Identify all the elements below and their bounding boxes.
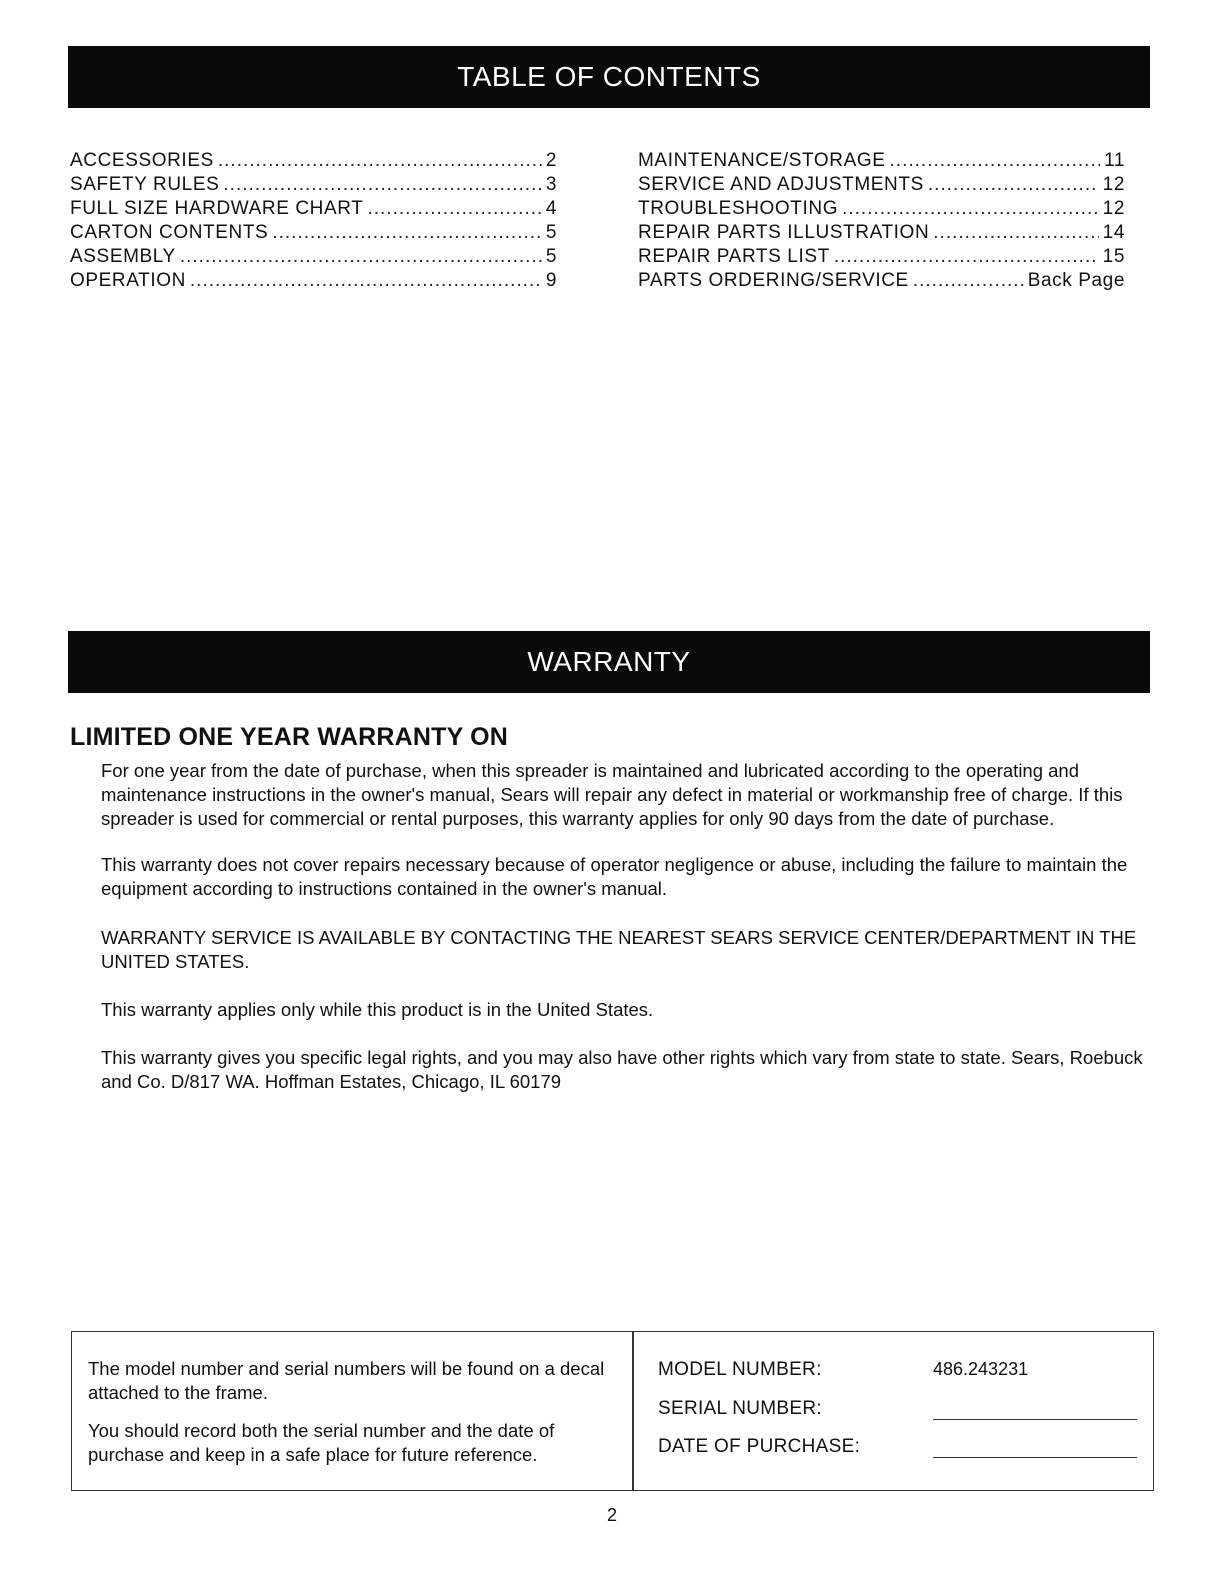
toc-entry-page: 5	[545, 222, 557, 243]
toc-entry-label: REPAIR PARTS ILLUSTRATION	[638, 222, 930, 243]
serial-number-label: SERIAL NUMBER:	[658, 1398, 822, 1419]
serial-number-blank-line	[933, 1419, 1137, 1420]
toc-leader-dots	[272, 221, 542, 245]
toc-entry-label: SAFETY RULES	[70, 174, 220, 195]
record-note: The model number and serial numbers will be found on a decal attached to the frame.	[88, 1358, 605, 1403]
toc-entry-page: 12	[1102, 198, 1125, 219]
toc-entry-label: PARTS ORDERING/SERVICE	[638, 270, 909, 291]
toc-entry	[638, 245, 1125, 269]
warranty-title-banner	[68, 631, 1150, 693]
toc-leader-dots	[928, 173, 1099, 197]
toc-entry-page: 12	[1102, 174, 1125, 195]
toc-entry-label: REPAIR PARTS LIST	[638, 246, 830, 267]
toc-entry	[638, 221, 1125, 245]
toc-entry-label: CARTON CONTENTS	[70, 222, 269, 243]
toc-entry	[70, 221, 557, 245]
toc-title: TABLE OF CONTENTS	[457, 61, 761, 92]
warranty-title: WARRANTY	[527, 646, 691, 677]
toc-entry-page: 2	[545, 150, 557, 171]
toc-entry-page: 14	[1102, 222, 1125, 243]
date-of-purchase-blank-line	[933, 1457, 1137, 1458]
toc-leader-dots	[218, 149, 542, 173]
toc-leader-dots	[367, 197, 541, 221]
toc-entry-page: 15	[1102, 246, 1125, 267]
toc-entry-label: FULL SIZE HARDWARE CHART	[70, 198, 364, 219]
toc-entry-label: ASSEMBLY	[70, 246, 176, 267]
toc-entry	[638, 173, 1125, 197]
toc-entry-label: MAINTENANCE/STORAGE	[638, 150, 886, 171]
toc-leader-dots	[933, 221, 1098, 245]
toc-entry	[638, 197, 1125, 221]
toc-entry-page: 4	[545, 198, 557, 219]
toc-entry	[638, 269, 1125, 293]
warranty-heading: LIMITED ONE YEAR WARRANTY ON	[70, 723, 509, 751]
toc-entry	[70, 197, 557, 221]
toc-leader-dots	[913, 269, 1024, 293]
toc-entry-label: OPERATION	[70, 270, 186, 291]
page-number: 2	[606, 1505, 617, 1525]
record-box-divider	[632, 1332, 634, 1490]
toc-entry-page: 9	[545, 270, 557, 291]
warranty-paragraph: WARRANTY SERVICE IS AVAILABLE BY CONTACTING THE NEAREST SEARS SERVICE CENTER/DEPARTMENT IN THE UNITED STATES.	[101, 927, 1137, 972]
toc-entry-page: 5	[545, 246, 557, 267]
toc-entry-label: ACCESSORIES	[70, 150, 214, 171]
toc-entry	[638, 149, 1125, 173]
toc-leader-dots	[180, 245, 542, 269]
toc-right-column	[638, 149, 1125, 293]
model-number-label: MODEL NUMBER:	[658, 1359, 822, 1380]
toc-entry-page: 3	[545, 174, 557, 195]
warranty-paragraph: This warranty gives you specific legal rights, and you may also have other rights which vary from state to state. Sears, Roebuck and Co. D/817 WA. Hoffman Estates, Chicago, IL 60179	[101, 1047, 1143, 1092]
toc-entry-label: SERVICE AND ADJUSTMENTS	[638, 174, 924, 195]
toc-leader-dots	[223, 173, 541, 197]
toc-leader-dots	[190, 269, 542, 293]
toc-entry-page: Back Page	[1027, 270, 1125, 291]
toc-left-column	[70, 149, 557, 293]
product-record-box	[71, 1331, 1154, 1491]
toc-leader-dots	[834, 245, 1099, 269]
toc-leader-dots	[842, 197, 1099, 221]
toc-entry	[70, 173, 557, 197]
toc-entry-label: TROUBLESHOOTING	[638, 198, 839, 219]
toc-entry	[70, 245, 557, 269]
model-number-value: 486.243231	[933, 1359, 1029, 1379]
toc-leader-dots	[890, 149, 1101, 173]
warranty-paragraph: This warranty does not cover repairs necessary because of operator negligence or abuse, including the failure to maintain the equipment according to instructions contained in the owner's manual.	[101, 854, 1128, 899]
toc-entry	[70, 269, 557, 293]
toc-entry	[70, 149, 557, 173]
date-of-purchase-label: DATE OF PURCHASE:	[658, 1436, 861, 1457]
record-note: You should record both the serial number and the date of purchase and keep in a safe place for future reference.	[88, 1420, 555, 1465]
toc-title-banner	[68, 46, 1150, 108]
warranty-paragraph: For one year from the date of purchase, when this spreader is maintained and lubricated according to the operating and maintenance instructions in the owner's manual, Sears will repair any defect in material or workmanship free of charge. If this spreader is used for commercial or rental purposes, this warranty applies for only 90 days from the date of purchase.	[101, 760, 1123, 829]
toc-entry-page: 11	[1104, 150, 1125, 171]
warranty-paragraph: This warranty applies only while this product is in the United States.	[101, 999, 654, 1020]
